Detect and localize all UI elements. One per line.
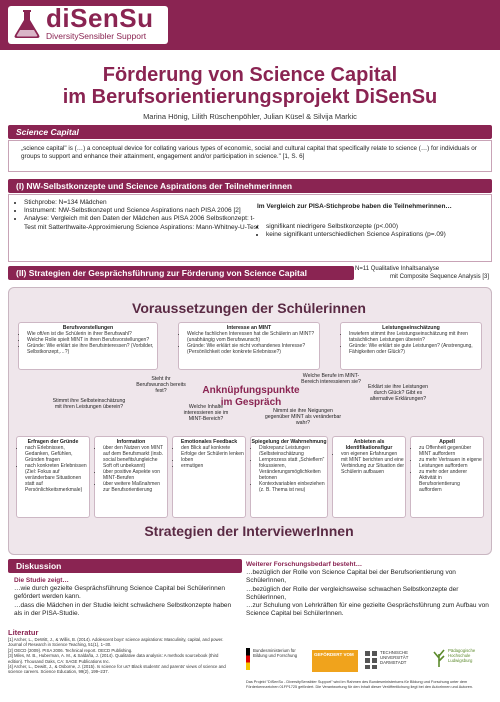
card-berufsvorstellungen <box>18 322 158 370</box>
reference: [4] Archer, L., Dewitt, J., & Osborne, J. (2015). Is science for us? Black students' and parents' views of science and science careers. Science Education, 99(2), 199–237. <box>8 664 226 675</box>
science-capital-quote: „science capital" is (…) a conceptual device for collating various types of economic, social and cultural capital that specifically relate to science (…) for individuals or groups to support and enhance their attainment, engagement and/or participation in science." [1, S. 6] <box>21 145 477 160</box>
card-interesse-mint <box>178 322 320 370</box>
need-line: …zur Schulung von Lehrkräften für eine gezielte Gesprächsführung zum Aufbau von Science Capital bei SchülerInnen. <box>246 602 489 618</box>
card-erfragen <box>16 436 90 518</box>
list-item: • Lernprozess statt „Schieflern“ fokussieren, Veränderungsmöglichkeiten betonen <box>259 457 327 481</box>
card-list <box>341 331 481 355</box>
list-item: • Stichprobe: N=134 Mädchen <box>24 199 259 207</box>
logo-wordmark: diSenSu <box>46 3 154 33</box>
card-title: Emotionales Feedback <box>180 439 238 445</box>
method-line: mit Composite Sequence Analysis [3] <box>389 273 489 280</box>
card-list <box>95 445 167 493</box>
list-item: • zu mehr oder anderer Aktivität in Berufsorientierung auffordern <box>419 469 483 493</box>
bmbf-logo <box>246 648 306 674</box>
list-item: • Kontextvariablen einbeziehen (z. B. Thema ist neu) <box>259 481 327 493</box>
need-line: …bezüglich der Rolle von Science Capital bei der Berufsorientierung von SchülerInnen, <box>246 569 456 585</box>
list-item: • keine signifikant unterschiedlichen Science Aspirations (p=.09) <box>266 231 491 239</box>
section1-compare-list <box>257 223 491 239</box>
study-line: …wie durch gezielte Gesprächsführung Science Capital bei Schülerinnen gefördert werden kann. <box>14 585 226 601</box>
diskussion-need <box>246 561 490 618</box>
poster-title-line1: Förderung von Science Capital <box>102 64 398 86</box>
list-item: • Gründe: Wie erklärt sie ihre Berufsinteressen? (Vorbilder, Selbstkonzept,…?) <box>27 343 157 355</box>
question-berufe: Welche Berufe im MINT-Bereich interessieren sie? <box>301 373 361 386</box>
section1-compare-heading: Im Vergleich zur PISA-Stichprobe haben die Teilnehmerinnen… <box>257 203 452 210</box>
card-title: Spiegelung der Wahrnehmung <box>251 439 327 445</box>
list-item: • Diskrepanz Leistungen /Selbsteinschätzung <box>259 445 327 457</box>
reference: [3] Miles, M. B., Huberman, A. M., & Saldaña, J. (2014). Qualitative data analysis: A methods sourcebook (third edition). Thousand Oaks, CA: SAGE Publications Inc. <box>8 653 219 664</box>
study-heading: Die Studie zeigt… <box>14 577 69 584</box>
authors: Marina Hönig, Lilith Rüschenpöhler, Julian Küsel & Silvija Markic <box>143 112 357 121</box>
list-item: • über weitere Maßnahmen zur Berufsorientierung <box>103 481 167 493</box>
card-title: Information <box>116 439 146 445</box>
section1-box <box>8 194 492 262</box>
card-information <box>94 436 168 518</box>
list-item: • signifikant niedrigere Selbstkonzepte (p<.000) <box>266 223 491 231</box>
card-spiegelung <box>250 436 328 518</box>
list-item: • Wie oft/en ist die Schülerin in ihrer Berufswahl? <box>27 331 157 337</box>
reference: [2] OECD (2009). PISA 2006. Technical report. OECD Publishing. <box>8 647 133 653</box>
ph-ludwigsburg-logo <box>432 648 492 674</box>
section2-heading: (II) Strategien der Gesprächsführung zur Förderung von Science Capital <box>8 266 354 280</box>
study-line: …dass die Mädchen in der Studie leicht schwächere Selbstkonzepte haben als in der PISA-Studie. <box>14 601 232 617</box>
reference: [1] Archer, L., DeWitt, J., & Willis, B. (2014). Adolescent boys' science aspirations: Masculinity, capital, and power. Journal of Research in Science Teaching, 51(1), 1–30. <box>8 637 224 648</box>
stage-top-title: Voraussetzungen der Schülerinnen <box>132 300 366 316</box>
gefoerdert-text: GEFÖRDERT VOM <box>314 652 354 657</box>
question-berufswunsch: Steht ihr Berufswunsch bereits fest? <box>136 376 186 395</box>
list-item: • Welche fachlichen Interessen hat die Schülerin an MINT? (unabhängig vom Berufswunsch) <box>187 331 319 343</box>
list-item: • zu Offenheit gegenüber MINT auffordern <box>419 445 483 457</box>
card-list <box>251 445 327 493</box>
card-title: Leistungseinschätzung <box>382 325 440 331</box>
stage-bottom-title: Strategien der InterviewerInnen <box>144 523 354 539</box>
list-item: • Gründe: Wie erklärt sie gute Leistungen? (Anstrengung, Fähigkeiten oder Glück?) <box>349 343 481 355</box>
card-list <box>179 331 319 355</box>
tu-darmstadt-text: TECHNISCHE UNIVERSITÄT DARMSTADT <box>380 650 409 665</box>
flask-icon <box>12 8 42 40</box>
stage-mid-title: Anknüpfungspunkte im Gespräch <box>202 385 300 408</box>
need-heading: Weiterer Forschungsbedarf besteht… <box>246 561 363 568</box>
section1-heading: (I) NW-Selbstkonzepte und Science Aspirations der Teilnehmerinnen <box>8 179 492 193</box>
diskussion-heading: Diskussion <box>8 559 242 573</box>
list-item: • nach Erlebnissen, Gedanken, Gefühlen, Gründen fragen <box>25 445 89 463</box>
list-item: • über positive Aspekte von MINT-Berufen <box>103 469 167 481</box>
card-list <box>19 331 157 355</box>
card-title: Appell <box>439 439 455 445</box>
literatur-heading: Literatur <box>8 628 39 637</box>
ph-ludwigsburg-icon <box>432 648 446 668</box>
list-item: • Welche Rolle spielt MINT in ihren Berufsvorstellungen? <box>27 337 157 343</box>
card-identifikationsfigur <box>332 436 406 518</box>
logo-subtitle: DiversitySensibler Support <box>46 31 147 41</box>
poster-title-line2: im Berufsorientierungsprojekt DiSenSu <box>62 86 438 108</box>
card-list <box>411 445 483 493</box>
question-neigungen: Nimmt sie ihre Neigungen gegenüber MINT als veränderbar wahr? <box>264 408 342 427</box>
list-item: • nach konkreten Erlebnissen (Ziel: Fokus auf veränderbare Situationen statt auf Persönlichkeitsmerkmale) <box>25 463 89 493</box>
card-appell <box>410 436 484 518</box>
card-title: Erfragen der Gründe <box>27 439 79 445</box>
card-list <box>333 451 405 475</box>
card-list <box>173 445 245 469</box>
list-item: • Instrument: NW-Selbstkonzept und Science Aspirations nach PISA 2006 [2] <box>24 207 259 215</box>
science-capital-box <box>8 140 492 172</box>
tu-darmstadt-icon <box>364 650 378 670</box>
list-item: • zu mehr Vertrauen in eigene Leistungen auffordern <box>419 457 483 469</box>
card-emotionales-feedback <box>172 436 246 518</box>
section1-method-list <box>15 199 259 232</box>
bmbf-text: Bundesministerium für Bildung und Forschung <box>253 648 298 658</box>
list-item: • loben <box>181 457 245 463</box>
section2-method <box>355 266 495 281</box>
list-item: • von eigenen Erfahrungen mit MINT berichten und eine Verbindung zur Situation der Schülerin aufbauen <box>341 451 405 475</box>
list-item: • über den Nutzen von MINT auf dem Berufsmarkt (insb. social benefits/ungleiche Soft oft unbekannt) <box>103 445 167 469</box>
tu-darmstadt-logo <box>364 650 426 674</box>
list-item: • Inwiefern stimmt ihre Leistungseinschätzung mit ihren tatsächlichen Leistungen überein? <box>349 331 481 343</box>
card-list <box>17 445 89 493</box>
need-line: …bezüglich der Rolle der vergleichsweise schwachen Selbstkonzepte der SchülerInnen, <box>246 585 459 601</box>
question-inhalte: Welche Inhalte interessieren sie im MINT-Bereich? <box>183 404 229 423</box>
card-title: Anbieten als Identifikationsfigur <box>345 439 393 451</box>
question-glueck: Erklärt sie ihre Leistungen durch Glück? Gibt es alternative Erklärungen? <box>368 384 428 403</box>
method-line: N=11 Qualitative Inhaltsanalyse <box>355 266 440 272</box>
gefoerdert-badge <box>312 650 358 672</box>
card-title: Berufsvorstellungen <box>62 325 114 331</box>
literatur-section <box>8 628 234 675</box>
list-item: • den Blick auf konkrete Erfolge der Schülerin lenken <box>181 445 245 457</box>
card-title: Interesse an MINT <box>226 325 272 331</box>
list-item: • Analyse: Vergleich mit den Daten der Mädchen aus PISA 2006 Selbstkonzept: t-Test mit Satterthwaite-Approximierung Science Aspirations: Mann-Whitney-U-Test <box>24 215 259 231</box>
card-leistungseinschaetzung <box>340 322 482 370</box>
funding-note: Das Projekt "DiSenSu - DiversitySensibler Support" wird im Rahmen des Bundesministeriums für Bildung und Forschung unter dem Förderkennzeichen 01FP1725 gefördert. Die Verantwortung für den Inhalt dieser Veröffentlichung liegt bei den AutorInnen und Autoren. <box>246 680 474 689</box>
list-item: • ermutigen <box>181 463 245 469</box>
question-selbsteinschaetzung: Stimmt ihre Selbsteinschätzung mit ihren Leistungen überein? <box>52 398 126 411</box>
diskussion-study <box>14 577 234 618</box>
list-item: • Gründe: Wie erklärt sie nicht vorhandenes Interesse? (Persönlichkeit oder konkrete Erlebnisse?) <box>187 343 319 355</box>
ph-ludwigsburg-text: Pädagogische Hochschule Ludwigsburg <box>448 648 476 663</box>
science-capital-heading: Science Capital <box>8 125 492 139</box>
